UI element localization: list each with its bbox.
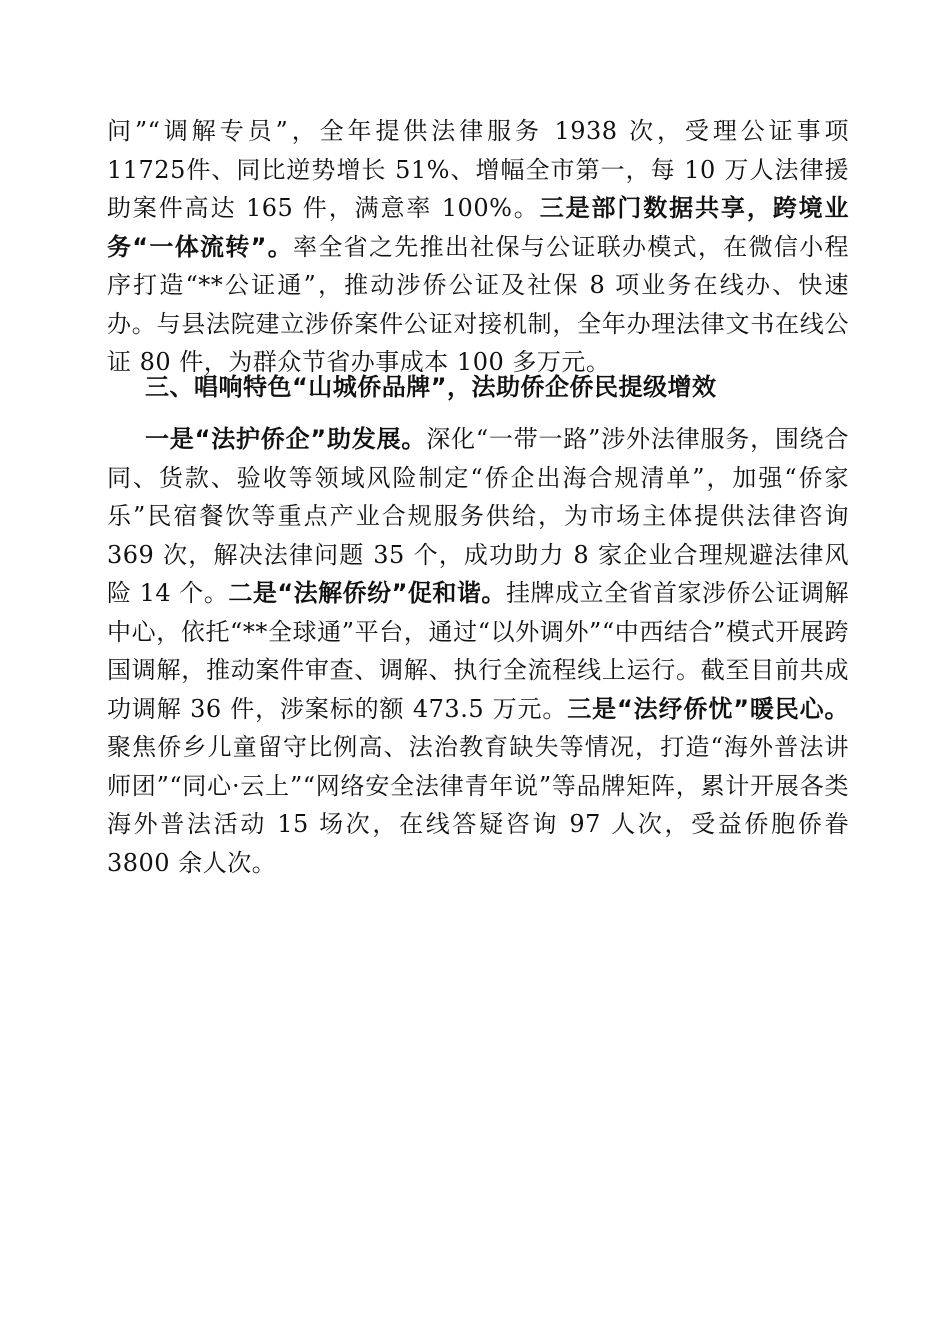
bold-lead-sentence: 三是“法纾侨忧”暖民心。	[567, 694, 849, 723]
paragraph-body	[107, 420, 849, 882]
paragraph-text: 率全省之先推出社保与公证联办模式，在微信小程序打造“**公证通”，推动涉侨公证及社保 8 项业务在线办、快速办。与县法院建立涉侨案件公证对接机制，全年办理法律文书在线公证 80 件，为群众节省办事成本 100 多万元。	[107, 232, 850, 376]
paragraph-text: 深化“一带一路”涉外法律服务，围绕合同、货款、验收等领域风险制定“侨企出海合规清单”，加强“侨家乐”民宿餐饮等重点产业合规服务供给，为市场主体提供法律咨询 369 次，解决法律问题 35 个，成功助力 8 家企业合理规避法律风险 14 个。	[107, 425, 849, 607]
paragraph-overseas-chinese	[107, 420, 849, 882]
paragraph-text: 问”“调解专员”，全年提供法律服务 1938 次，受理公证事项 11725件、同比逆势增长 51%、增幅全市第一，每 10 万人法律援助案件高达 165 件，满意率 100%。	[107, 117, 849, 222]
paragraph-legal-services	[107, 112, 849, 382]
bold-lead-sentence: 三是部门数据共享，跨境业务“一体流转”。	[107, 194, 849, 261]
paragraph-body	[107, 112, 849, 382]
bold-lead-sentence: 一是“法护侨企”助发展。	[145, 425, 427, 453]
section-heading: 三、唱响特色“山城侨品牌”，法助侨企侨民提级增效	[145, 373, 717, 401]
bold-lead-sentence: 二是“法解侨纷”促和谐。	[228, 579, 506, 607]
paragraph-text: 聚焦侨乡儿童留守比例高、法治教育缺失等情况，打造“海外普法讲师团”“同心·云上”“网络安全法律青年说”等品牌矩阵，累计开展各类海外普法活动 15 场次，在线答疑咨询 97 人次，受益侨胞侨眷 3800 余人次。	[107, 733, 849, 877]
paragraph-text: 挂牌成立全省首家涉侨公证调解中心，依托“**全球通”平台，通过“以外调外”“中西结合”模式开展跨国调解，推动案件审查、调解、执行全流程线上运行。截至目前共成功调解 36 件，涉案标的额 473.5 万元。	[107, 579, 850, 723]
